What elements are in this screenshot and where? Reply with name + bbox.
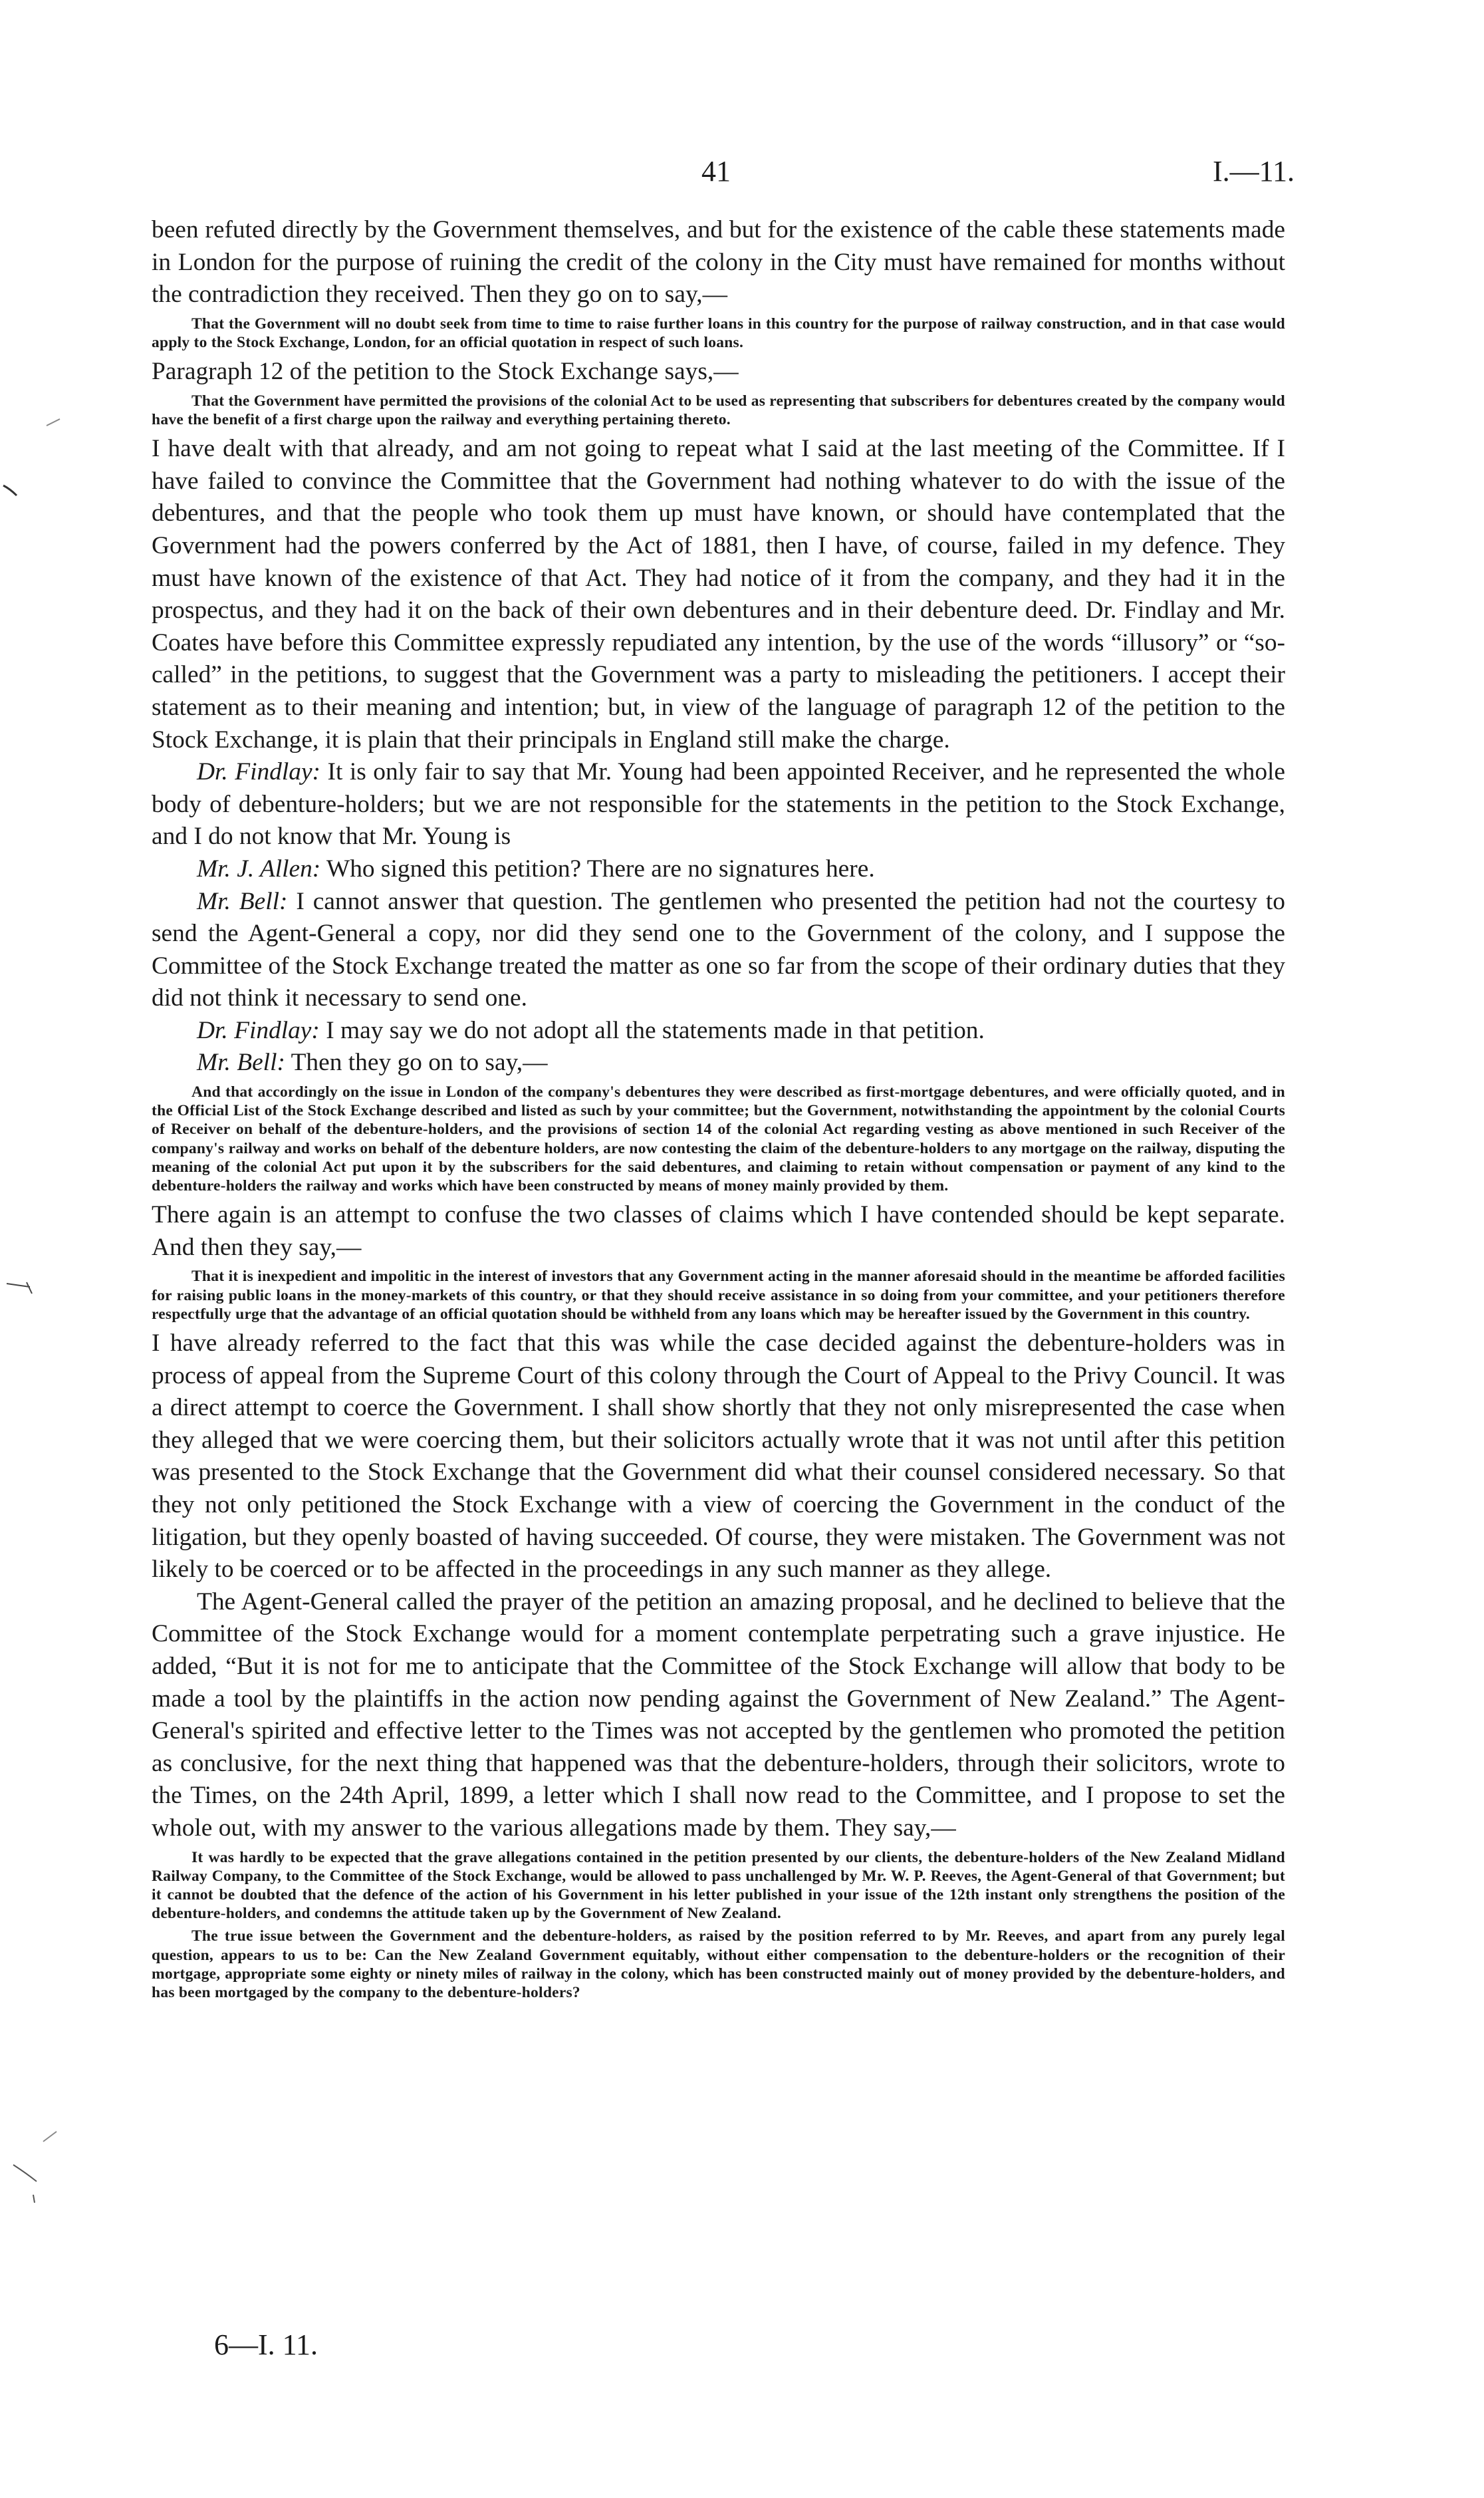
speech-text: It is only fair to say that Mr. Young had been appointed Receiver, and he represented the whole body of debenture-holders; but we are not responsible for the statements in the petition to the Stock Exchange, and I do not know that Mr. Young is [152,758,1285,851]
signature-mark: 6—I. 11. [214,2328,318,2361]
speaker-name: Mr. Bell: [197,887,288,915]
document-reference: I.—11. [1212,155,1295,188]
speech-paragraph [152,756,1285,853]
block-quote: And that accordingly on the issue in London of the company's debentures they were described as first-mortgage debentures, and were officially quoted, and in the Official List of the Stock Exchange described and listed as such by your committee; but the Government, notwithstanding the appointment by the colonial Courts of Receiver on behalf of the debenture-holders, and the provisions of section 14 of the colonial Act regarding vesting as above mentioned in such Receiver of the company's railway and works on behalf of the debenture holders, are now contesting the claim of the debenture-holders to any mortgage on the railway, disputing the meaning of the colonial Act put upon it by the subscribers for the said debentures, and claiming to retain without compensation or payment of any kind to the debenture-holders the railway and works which have been constructed by means of money mainly provided by them. [152,1083,1285,1195]
paragraph: been refuted directly by the Government themselves, and but for the existence of the cable these statements made in London for the purpose of ruining the credit of the colony in the City must have remained for months without the contradiction they received. Then they go on to say,— [152,216,1285,309]
speaker-name: Mr. Bell: [197,1049,285,1077]
paragraph: The Agent-General called the prayer of the petition an amazing proposal, and he declined to believe that the Committee of the Stock Exchange would for a moment contemplate perpetrating such a grave injustice. He added, “But it is not for me to anticipate that the Committee of the Stock Exchange will allow that body to be made a tool by the plaintiffs in the action now pending against the Government of New Zealand.” The Agent-General's spirited and effective letter to the Times was not accepted by the gentlemen who promoted the petition as conclusive, for the next thing that happened was that the debenture-holders, through their solicitors, wrote to the Times, on the 24th April, 1899, a letter which I shall now read to the Committee, and I propose to set the whole out, with my answer to the various allegations made by them. They say,— [152,1588,1285,1842]
speech-text: I cannot answer that question. The gentlemen who presented the petition had not the courtesy to send the Agent-General a copy, nor did they send one to the Government of the colony, and I suppose the Committee of the Stock Exchange treated the matter as one so far from the scope of their ordinary duties that they did not think it necessary to send one. [152,887,1285,1012]
paragraph: Paragraph 12 of the petition to the Stock Exchange says,— [152,358,739,386]
paragraph: I have dealt with that already, and am not going to repeat what I said at the last meeting of the Committee. If I have failed to convince the Committee that the Government had nothing whatever to do with the issue of the debentures, and that the people who took them up must have known, or should have contemplated that the Government had the powers conferred by the Act of 1881, then I have, of course, failed in my defence. They must have known of the existence of that Act. They had notice of it from the company, and they had it in the prospectus, and they had it on the back of their own debentures and in their debenture deed. Dr. Findlay and Mr. Coates have before this Committee expressly repudiated any intention, by the use of the words “illusory” or “so-called” in the petitions, to suggest that the Government was a party to misleading the petitioners. I accept their statement as to their meaning and intention; but, in view of the language of paragraph 12 of the petition to the Stock Exchange, it is plain that their principals in England still make the charge. [152,435,1285,754]
speech-paragraph [152,1047,1285,1079]
document-body [152,214,1285,2006]
margin-pencil-marks [0,0,66,2498]
block-quote: That the Government have permitted the provisions of the colonial Act to be used as representing that subscribers for debentures created by the company would have the benefit of a first charge upon the railway and everything pertaining thereto. [152,392,1285,428]
speaker-name: Dr. Findlay: [197,1016,320,1044]
block-quote: That it is inexpedient and impolitic in the interest of investors that any Government acting in the manner aforesaid should in the meantime be afforded facilities for raising public loans in the money-markets of this country, or that they should receive assistance in so doing from your committee, and your petitioners therefore respectfully urge that the advantage of an official quotation should be withheld from any loans which may be hereafter issued by the Government in this country. [152,1268,1285,1323]
page-number: 41 [701,155,731,188]
speech-text: I may say we do not adopt all the statements made in that petition. [319,1016,985,1044]
speech-paragraph [152,853,1285,886]
block-quote: That the Government will no doubt seek from time to time to raise further loans in this country for the purpose of railway construction, and in that case would apply to the Stock Exchange, London, for an official quotation in respect of such loans. [152,315,1285,351]
paragraph: I have already referred to the fact that this was while the case decided against the debenture-holders was in process of appeal from the Supreme Court of this colony through the Court of Appeal to the Privy Council. It was a direct attempt to coerce the Government. I shall show shortly that they not only misrepresented the case when they alleged that we were coercing them, but their solicitors actually wrote that it was not until after this petition was presented to the Stock Exchange that the Government did what their counsel considered necessary. So that they not only petitioned the Stock Exchange with a view of coercing the Government in the conduct of the litigation, but they openly boasted of having succeeded. Of course, they were mistaken. The Government was not likely to be coerced or to be affected in the proceedings in any such manner as they allege. [152,1329,1285,1584]
block-quote: The true issue between the Government and the debenture-holders, as raised by the position referred to by Mr. Reeves, and apart from any purely legal question, appears to us to be: Can the New Zealand Government equitably, without either compensation to the debenture-holders or the recognition of their mortgage, appropriate some eighty or ninety miles of railway in the colony, which has been constructed mainly out of money provided by the debenture-holders, and has been mortgaged by the company to the debenture-holders? [152,1927,1285,2001]
speaker-name: Dr. Findlay: [197,758,320,786]
paragraph: There again is an attempt to confuse the two classes of claims which I have contended should be kept separate. And then they say,— [152,1201,1285,1261]
speaker-name: Mr. J. Allen: [197,855,321,883]
block-quote: It was hardly to be expected that the grave allegations contained in the petition presented by our clients, the debenture-holders of the New Zealand Midland Railway Company, to the Committee of the Stock Exchange, would be allowed to pass unchallenged by Mr. W. P. Reeves, the Agent-General of that Government; but it cannot be doubted that the defence of the action of his Government in his letter published in your issue of the 12th instant only strengthens the position of the debenture-holders, and condemns the attitude taken up by the Government of New Zealand. [152,1848,1285,1923]
speech-paragraph [152,886,1285,1015]
page-header [0,154,1484,194]
speech-text: Who signed this petition? There are no signatures here. [320,855,875,883]
speech-text: Then they go on to say,— [285,1049,548,1077]
speech-paragraph [152,1015,1285,1047]
